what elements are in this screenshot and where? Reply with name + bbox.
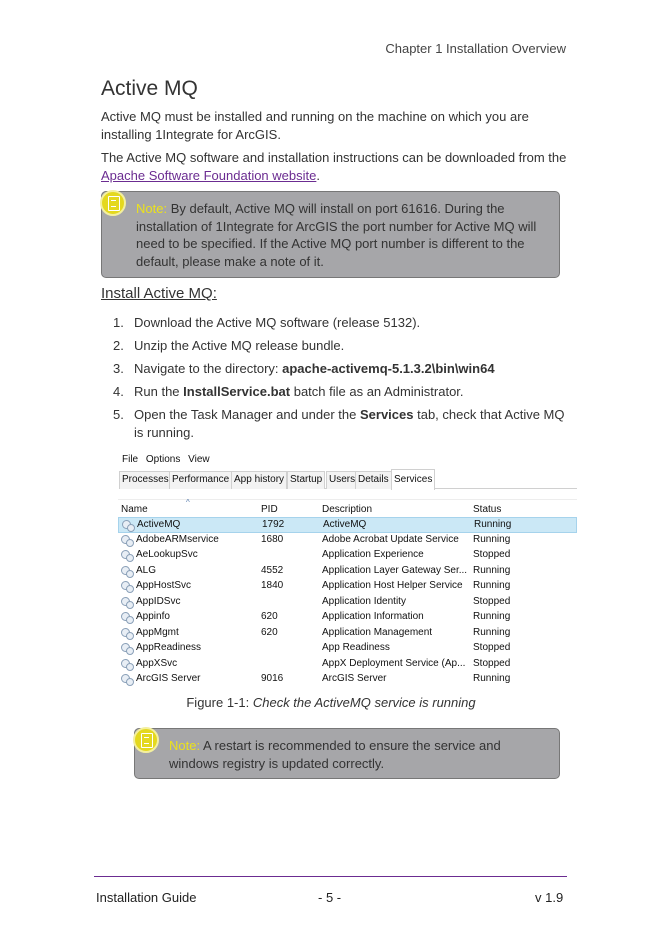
note-text: A restart is recommended to ensure the service and windows registry is updated correctly.	[169, 738, 501, 771]
download-paragraph	[101, 149, 571, 185]
task-manager-tabs	[119, 471, 577, 489]
service-name: ArcGIS Server	[136, 673, 201, 684]
service-description: App Readiness	[322, 642, 390, 653]
step-item	[113, 337, 573, 355]
service-status: Running	[473, 626, 511, 638]
step-number: 4.	[113, 384, 124, 399]
step-number: 2.	[113, 338, 124, 353]
service-gear-icon	[121, 550, 132, 560]
column-header-description[interactable]: Description	[322, 504, 373, 515]
install-subheading: Install Active MQ:	[101, 285, 217, 302]
service-gear-icon	[121, 659, 132, 669]
tab-app-history[interactable]: App history	[231, 471, 287, 489]
note-label: Note:	[169, 738, 201, 753]
figure-caption-text: Check the ActiveMQ service is running	[252, 695, 476, 710]
tab-users[interactable]: Users	[326, 471, 358, 489]
column-header-status[interactable]: Status	[473, 504, 502, 515]
chapter-header: Chapter 1 Installation Overview	[385, 41, 566, 56]
service-description: Application Host Helper Service	[322, 580, 463, 591]
footer-version: v 1.9	[535, 890, 564, 905]
step-text: Open the Task Manager and under the	[134, 407, 360, 422]
service-description: AppX Deployment Service (Ap...	[322, 657, 466, 669]
step-text-end: batch file as an Administrator.	[290, 384, 464, 399]
step-number: 3.	[113, 361, 124, 376]
service-description: Application Experience	[322, 549, 424, 560]
download-text-end: .	[316, 168, 320, 183]
service-gear-icon	[121, 597, 132, 607]
service-gear-icon	[121, 643, 132, 653]
service-row[interactable]	[118, 626, 577, 642]
service-row[interactable]	[118, 657, 577, 673]
sort-ascending-icon: ^	[186, 498, 190, 507]
service-description: ActiveMQ	[323, 519, 367, 530]
menu-options[interactable]: Options	[145, 454, 181, 465]
step-text: Run the	[134, 384, 184, 399]
service-description: Application Layer Gateway Ser...	[322, 564, 468, 576]
service-name: AdobeARMservice	[136, 533, 219, 545]
intro-paragraph: Active MQ must be installed and running on the machine on which you are installing 1Integrate for ArcGIS.	[101, 109, 529, 142]
service-gear-icon	[122, 520, 133, 530]
service-description: Application Identity	[322, 595, 406, 607]
service-name: AeLookupSvc	[136, 549, 198, 560]
service-row[interactable]	[118, 579, 577, 595]
service-name: AppReadiness	[136, 642, 202, 653]
service-description: Application Management	[322, 626, 433, 638]
column-header-pid[interactable]: PID	[261, 504, 278, 515]
download-text: The Active MQ software and installation instructions can be downloaded from the	[101, 150, 567, 165]
step-text: Unzip the Active MQ release bundle.	[134, 338, 345, 353]
step-item	[113, 383, 573, 401]
service-name: ActiveMQ	[137, 519, 181, 530]
service-pid: 620	[261, 626, 278, 638]
figure-caption	[0, 695, 662, 710]
install-steps	[113, 314, 573, 447]
service-pid: 1840	[261, 580, 284, 591]
service-gear-icon	[121, 566, 132, 576]
service-status: Running	[473, 564, 511, 576]
tab-services[interactable]: Services	[391, 469, 435, 490]
footer-divider	[94, 876, 567, 877]
service-gear-icon	[121, 535, 132, 545]
service-name: ALG	[136, 564, 157, 576]
menu-view[interactable]: View	[188, 454, 210, 465]
service-row[interactable]	[118, 517, 577, 533]
tab-performance[interactable]: Performance	[169, 471, 232, 489]
service-status: Running	[473, 580, 511, 591]
section-title: Active MQ	[101, 77, 198, 100]
note-label: Note:	[136, 201, 168, 216]
task-manager-screenshot	[118, 451, 577, 687]
note-icon	[100, 190, 126, 216]
service-status: Stopped	[473, 595, 511, 607]
step-text: Navigate to the directory:	[134, 361, 283, 376]
service-status: Running	[474, 519, 512, 530]
service-gear-icon	[121, 674, 132, 684]
tab-details[interactable]: Details	[355, 471, 392, 489]
service-pid: 620	[261, 611, 278, 622]
step-text: Download the Active MQ software (release 5132).	[134, 315, 421, 330]
service-status: Running	[473, 673, 511, 684]
restart-note	[134, 728, 560, 779]
service-row[interactable]	[118, 641, 577, 657]
service-row[interactable]	[118, 533, 577, 549]
apache-website-link[interactable]: Apache Software Foundation website	[101, 168, 317, 183]
port-note	[101, 191, 560, 278]
step-text-end: tab, check that Active MQ is running.	[134, 407, 565, 440]
batch-file-name: InstallService.bat	[183, 384, 291, 399]
tab-startup[interactable]: Startup	[287, 471, 325, 489]
figure-label: Figure 1-1:	[186, 695, 253, 710]
note-text: By default, Active MQ will install on port 61616. During the installation of 1Integrate for ArcGIS the port number for Active MQ will need to be specified. If the Active MQ port number is different to the default, please make a note of it.	[136, 201, 537, 269]
service-name: AppXSvc	[136, 657, 178, 669]
service-pid: 4552	[261, 564, 284, 576]
footer-doc-title: Installation Guide	[96, 890, 197, 905]
service-status: Stopped	[473, 657, 511, 669]
service-row[interactable]	[118, 595, 577, 611]
step-number: 1.	[113, 315, 124, 330]
service-gear-icon	[121, 581, 132, 591]
service-row[interactable]	[118, 564, 577, 580]
service-gear-icon	[121, 628, 132, 638]
step-item	[113, 360, 573, 378]
service-row[interactable]	[118, 672, 577, 687]
service-row[interactable]	[118, 548, 577, 564]
service-status: Running	[473, 533, 511, 545]
service-name: AppIDSvc	[136, 595, 181, 607]
directory-path: apache-activemq-5.1.3.2\bin\win64	[282, 361, 495, 376]
service-pid: 1680	[261, 533, 284, 545]
note-icon	[133, 727, 159, 753]
menu-file[interactable]: File	[122, 454, 139, 465]
service-name: Appinfo	[136, 611, 170, 622]
service-status: Running	[473, 611, 511, 622]
service-status: Stopped	[473, 642, 511, 653]
column-header-name[interactable]: Name	[121, 504, 148, 515]
step-number: 5.	[113, 407, 124, 422]
service-pid: 1792	[262, 519, 285, 530]
step-item	[113, 314, 573, 332]
service-description: Adobe Acrobat Update Service	[322, 533, 459, 545]
service-description: ArcGIS Server	[322, 673, 387, 684]
footer-page-number: - 5 -	[318, 890, 342, 905]
services-tab-name: Services	[359, 407, 414, 422]
service-name: AppMgmt	[136, 626, 179, 638]
service-description: Application Information	[322, 611, 424, 622]
service-name: AppHostSvc	[136, 580, 192, 591]
tab-processes[interactable]: Processes	[119, 471, 172, 489]
service-row[interactable]	[118, 610, 577, 626]
service-status: Stopped	[473, 549, 511, 560]
task-manager-menu	[122, 454, 215, 465]
step-item	[113, 406, 573, 442]
service-gear-icon	[121, 612, 132, 622]
service-pid: 9016	[261, 673, 284, 684]
